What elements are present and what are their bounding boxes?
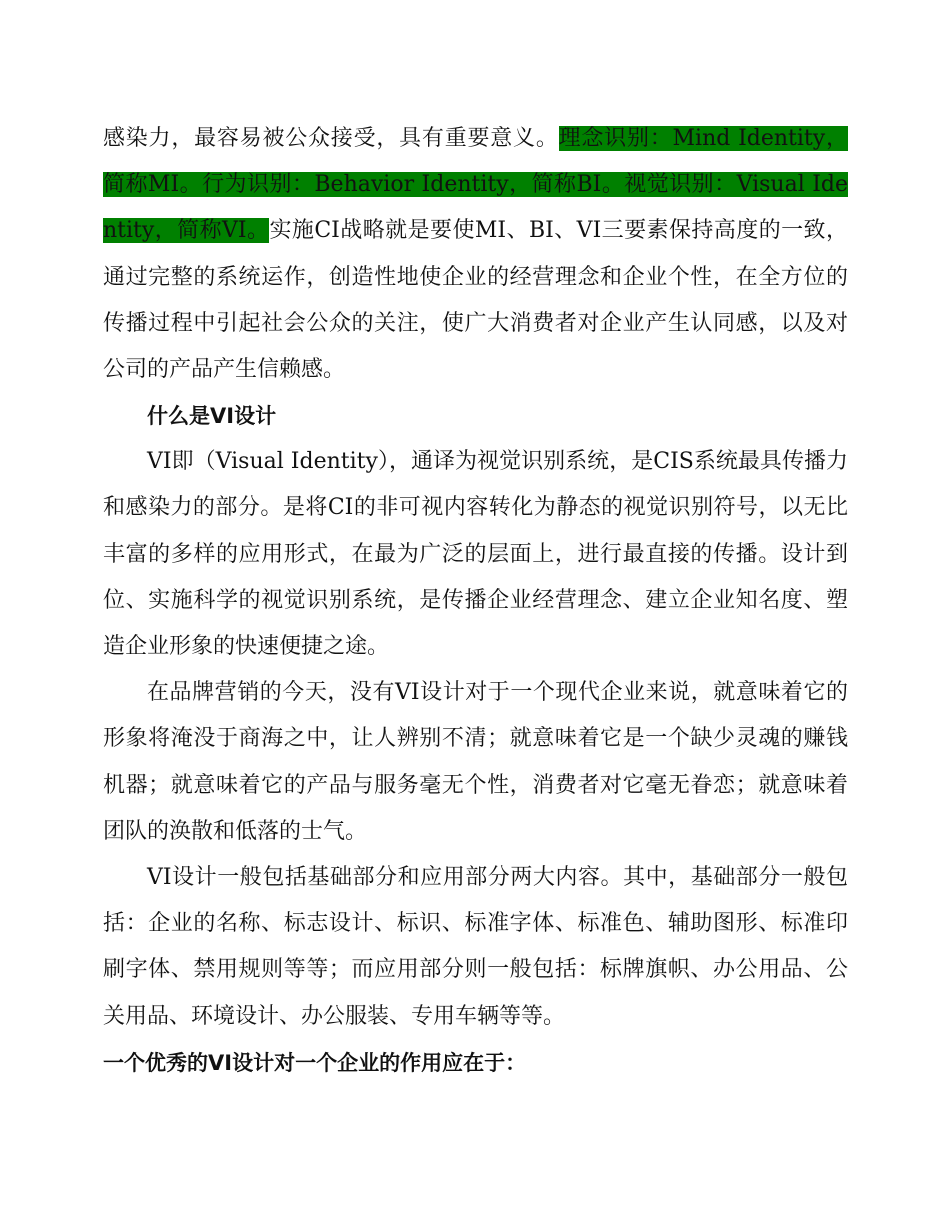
highlighted-definitions: 理念识别：Mind Identity，简称MI。行为识别：Behavior Identity，简称BI。视觉识别：Visual Identity，简称VI。: [103, 126, 848, 244]
paragraph-vi-importance: 在品牌营销的今天，没有VI设计对于一个现代企业来说，就意味着它的形象将淹没于商海之中，让人辨别不清；就意味着它是一个缺少灵魂的赚钱机器；就意味着它的产品与服务毫无个性，消费者对它毫无眷恋；就意味着团队的涣散和低落的士气。: [103, 680, 848, 844]
paragraph-vi-definition: VI即（Visual Identity），通译为视觉识别系统，是CIS系统最具传播力和感染力的部分。是将CI的非可视内容转化为静态的视觉识别符号，以无比丰富的多样的应用形式，在最为广泛的层面上，进行最直接的传播。设计到位、实施科学的视觉识别系统，是传播企业经营理念、建立企业知名度、塑造企业形象的快速便捷之途。: [103, 449, 848, 660]
section-heading-vi-role: 一个优秀的VI设计对一个企业的作用应在于：: [103, 1050, 527, 1075]
document-page: [103, 116, 848, 1086]
paragraph-ci-elements: [103, 116, 848, 393]
section-heading-what-is-vi: 什么是VI设计: [147, 404, 277, 429]
paragraph-vi-contents: VI设计一般包括基础部分和应用部分两大内容。其中，基础部分一般包括：企业的名称、标志设计、标识、标准字体、标准色、辅助图形、标准印刷字体、禁用规则等等；而应用部分则一般包括：标牌旗帜、办公用品、公关用品、环境设计、办公服装、专用车辆等等。: [103, 865, 848, 1029]
paragraph-tail-text: 实施CI战略就是要使MI、BI、VI三要素保持高度的一致，通过完整的系统运作，创造性地使企业的经营理念和企业个性，在全方位的传播过程中引起社会公众的关注，使广大消费者对企业产生认同感，以及对公司的产品产生信赖感。: [103, 218, 848, 383]
paragraph-lead-text: 感染力，最容易被公众接受，具有重要意义。: [103, 126, 559, 151]
